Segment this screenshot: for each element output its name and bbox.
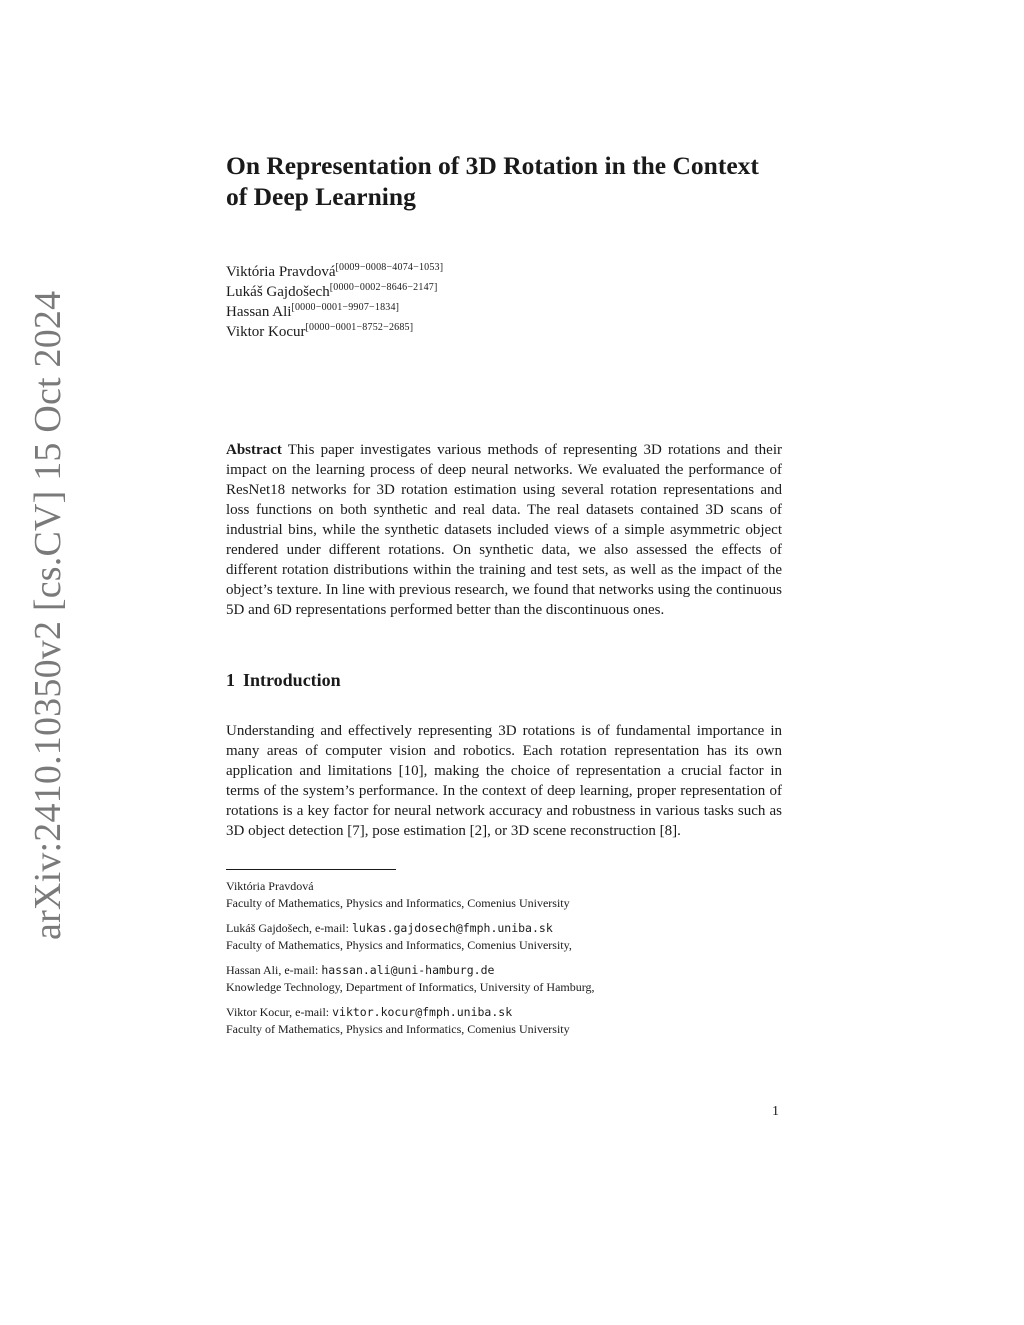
- footnote-affiliation: [226, 878, 782, 912]
- footnote-author-line: [226, 878, 782, 895]
- footnote-institution: Faculty of Mathematics, Physics and Informatics, Comenius University: [226, 896, 570, 910]
- author-entry: [226, 322, 782, 342]
- email-prefix: , e-mail:: [278, 963, 322, 977]
- author-entry: [226, 282, 782, 302]
- author-name: Lukáš Gajdošech: [226, 284, 330, 300]
- author-orcid: [0000−0001−9907−1834]: [291, 302, 400, 313]
- section-number: 1: [226, 670, 235, 690]
- footnote-affiliation: [226, 962, 782, 996]
- section-title: Introduction: [243, 670, 341, 690]
- footnote-author-line: [226, 962, 782, 979]
- email-address[interactable]: lukas.gajdosech@fmph.uniba.sk: [351, 921, 553, 935]
- footnote-author-name: Viktor Kocur: [226, 1005, 290, 1019]
- footnote-author-name: Hassan Ali: [226, 963, 279, 977]
- author-entry: [226, 302, 782, 322]
- footnote-affiliation: [226, 1004, 782, 1038]
- page-content: [226, 150, 782, 1046]
- footnotes: [226, 878, 782, 1038]
- paper-title: On Representation of 3D Rotation in the Context of Deep Learning: [226, 151, 759, 211]
- footnote-author-line: [226, 920, 782, 937]
- email-prefix: , e-mail:: [289, 1005, 333, 1019]
- author-orcid: [0009−0008−4074−1053]: [335, 262, 444, 273]
- abstract-label: Abstract: [226, 442, 282, 458]
- footnote-author-name: Viktória Pravdová: [226, 879, 314, 893]
- abstract: [226, 440, 782, 620]
- page-number: 1: [772, 1104, 779, 1119]
- footnote-institution: Faculty of Mathematics, Physics and Informatics, Comenius University: [226, 1022, 570, 1036]
- footnote-institution: Knowledge Technology, Department of Informatics, University of Hamburg,: [226, 980, 595, 994]
- footnote-affiliation: [226, 920, 782, 954]
- author-orcid: [0000−0002−8646−2147]: [329, 282, 438, 293]
- email-prefix: , e-mail:: [308, 921, 352, 935]
- arxiv-identifier-stamp: arXiv:2410.10350v2 [cs.CV] 15 Oct 2024: [27, 290, 69, 940]
- email-address[interactable]: viktor.kocur@fmph.uniba.sk: [332, 1005, 513, 1019]
- author-name: Hassan Ali: [226, 304, 292, 320]
- footnote-author-line: [226, 1004, 782, 1021]
- footnote-institution: Faculty of Mathematics, Physics and Informatics, Comenius University,: [226, 938, 572, 952]
- author-entry: [226, 262, 782, 282]
- footnote-author-name: Lukáš Gajdošech: [226, 921, 309, 935]
- introduction-paragraph: Understanding and effectively representing 3D rotations is of fundamental importance in many areas of computer vision and robotics. Each rotation representation has its own application and limitations [10], making the choice of representation a crucial factor in terms of the system’s performance. In the context of deep learning, proper representation of rotations is a key factor for neural network accuracy and robustness in various tasks such as 3D object detection [7], pose estimation [2], or 3D scene reconstruction [8].: [226, 723, 782, 839]
- author-name: Viktória Pravdová: [226, 264, 336, 280]
- abstract-text: This paper investigates various methods of representing 3D rotations and their impact on the learning process of deep neural networks. We evaluated the performance of ResNet18 networks for 3D rotation estimation using several rotation representations and loss functions on both synthetic and real data. The real datasets contained 3D scans of industrial bins, while the synthetic datasets included views of a simple asymmetric object rendered under different rotations. On synthetic data, we also assessed the effects of different rotation distributions within the training and test sets, as well as the impact of the object’s texture. In line with previous research, we found that networks using the continuous 5D and 6D representations performed better than the discontinuous ones.: [226, 442, 782, 618]
- author-list: [226, 262, 782, 342]
- footnote-divider: [226, 869, 396, 870]
- section-heading: [226, 670, 782, 691]
- author-name: Viktor Kocur: [226, 324, 306, 340]
- author-orcid: [0000−0001−8752−2685]: [305, 322, 414, 333]
- email-address[interactable]: hassan.ali@uni-hamburg.de: [321, 963, 495, 977]
